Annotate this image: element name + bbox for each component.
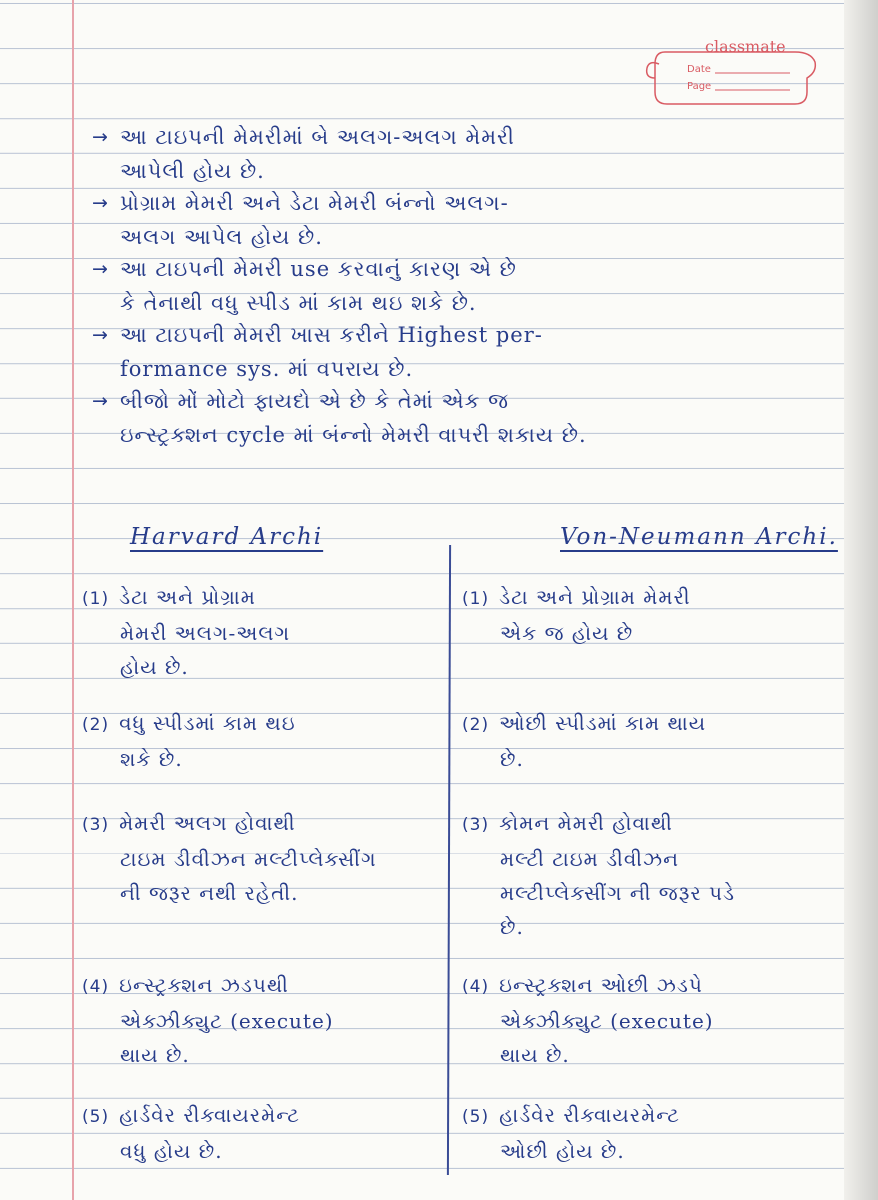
cell-line: ડેટા અને પ્રોગ્રામ	[119, 585, 256, 609]
cell-line: એક્ઝીક્યુટ (execute)	[120, 1009, 334, 1033]
page-binding-edge	[844, 0, 878, 1200]
cell-line: ની જરૂર નથી રહેતી.	[120, 881, 299, 905]
classmate-stamp	[645, 38, 823, 116]
row-number: (4)	[462, 977, 490, 997]
von-neumann-heading: Von-Neumann Archi.	[560, 524, 838, 550]
harvard-row-4	[82, 968, 334, 1072]
stamp-date-label: Date	[687, 64, 711, 75]
arrow-icon: →	[92, 192, 109, 214]
row-number: (4)	[82, 977, 110, 997]
stamp-page-label: Page	[687, 81, 712, 92]
row-number: (1)	[462, 589, 490, 609]
cell-line: છે.	[500, 915, 524, 939]
note-2-line-2: અલગ આપેલ હોય છે.	[120, 225, 323, 249]
cell-line: હાર્ડવેર રીક્વાયરમેન્ટ	[499, 1103, 680, 1127]
note-3-line-1: આ ટાઇપની મેમરી use કરવાનું કારણ એ છે	[120, 257, 517, 281]
arrow-icon: →	[92, 258, 109, 280]
cell-line: ઓછી સ્પીડમાં કામ થાય	[499, 711, 707, 735]
note-5-line-2: ઇન્સ્ટ્રક્શન cycle માં બંન્નો મેમરી વાપરી શકાય છે.	[120, 423, 587, 447]
cell-line: વધુ સ્પીડમાં કામ થઇ	[119, 711, 296, 735]
stamp-brand: classmate	[705, 37, 786, 56]
cell-line: મલ્ટી ટાઇમ ડીવીઝન	[500, 847, 679, 871]
von-neumann-row-1	[462, 580, 691, 650]
cell-line: ઓછી હોય છે.	[500, 1139, 625, 1163]
cell-line: હોય છે.	[120, 655, 189, 679]
row-number: (3)	[462, 815, 490, 835]
note-5-line-1: બીજો મોં મોટો ફાયદો એ છે કે તેમાં એક જ	[120, 389, 509, 413]
cell-line: કોમન મેમરી હોવાથી	[499, 811, 673, 835]
arrow-icon: →	[92, 126, 109, 148]
row-number: (2)	[462, 715, 490, 735]
note-3-line-2: કે તેનાથી વધુ સ્પીડ માં કામ થઇ શકે છે.	[120, 291, 477, 315]
row-number: (3)	[82, 815, 110, 835]
cell-line: એક જ હોય છે	[500, 621, 634, 645]
von-neumann-row-5	[462, 1098, 680, 1168]
note-1-line-1: આ ટાઇપની મેમરીમાં બે અલગ-અલગ મેમરી	[120, 125, 515, 149]
cell-line: વધુ હોય છે.	[120, 1139, 223, 1163]
row-number: (2)	[82, 715, 110, 735]
note-4-line-2: formance sys. માં વપરાય છે.	[120, 357, 414, 381]
cell-line: ઇન્સ્ટ્રક્શન ઓછી ઝડપે	[499, 973, 703, 997]
cell-line: છે.	[500, 747, 524, 771]
harvard-row-2	[82, 706, 296, 776]
harvard-row-3	[82, 806, 377, 910]
cell-line: શકે છે.	[120, 747, 183, 771]
note-1-line-2: આપેલી હોય છે.	[120, 159, 265, 183]
note-2-line-1: પ્રોગ્રામ મેમરી અને ડેટા મેમરી બંન્નો અલગ-	[120, 191, 509, 215]
cell-line: હાર્ડવેર રીક્વાયરમેન્ટ	[119, 1103, 300, 1127]
row-number: (5)	[82, 1107, 110, 1127]
cell-line: ઇન્સ્ટ્રક્શન ઝડપથી	[119, 973, 289, 997]
von-neumann-row-3	[462, 806, 735, 944]
arrow-icon: →	[92, 324, 109, 346]
harvard-row-1	[82, 580, 290, 684]
row-number: (1)	[82, 589, 110, 609]
arrow-icon: →	[92, 390, 109, 412]
column-divider	[447, 545, 451, 1175]
harvard-row-5	[82, 1098, 300, 1168]
cell-line: મેમરી અલગ હોવાથી	[119, 811, 296, 835]
von-neumann-row-4	[462, 968, 714, 1072]
row-number: (5)	[462, 1107, 490, 1127]
harvard-heading: Harvard Archi	[130, 524, 324, 550]
cell-line: એક્ઝીક્યુટ (execute)	[500, 1009, 714, 1033]
von-neumann-row-2	[462, 706, 706, 776]
note-4-line-1: આ ટાઇપની મેમરી ખાસ કરીને Highest per-	[120, 323, 543, 347]
margin-line	[72, 0, 74, 1200]
cell-line: થાય છે.	[120, 1043, 190, 1067]
cell-line: મલ્ટીપ્લેક્સીંગ ની જરૂર પડે	[500, 881, 736, 905]
cell-line: ડેટા અને પ્રોગ્રામ મેમરી	[499, 585, 691, 609]
cell-line: થાય છે.	[500, 1043, 570, 1067]
cell-line: મેમરી અલગ-અલગ	[120, 621, 291, 645]
cell-line: ટાઇમ ડીવીઝન મલ્ટીપ્લેક્સીંગ	[120, 847, 377, 871]
